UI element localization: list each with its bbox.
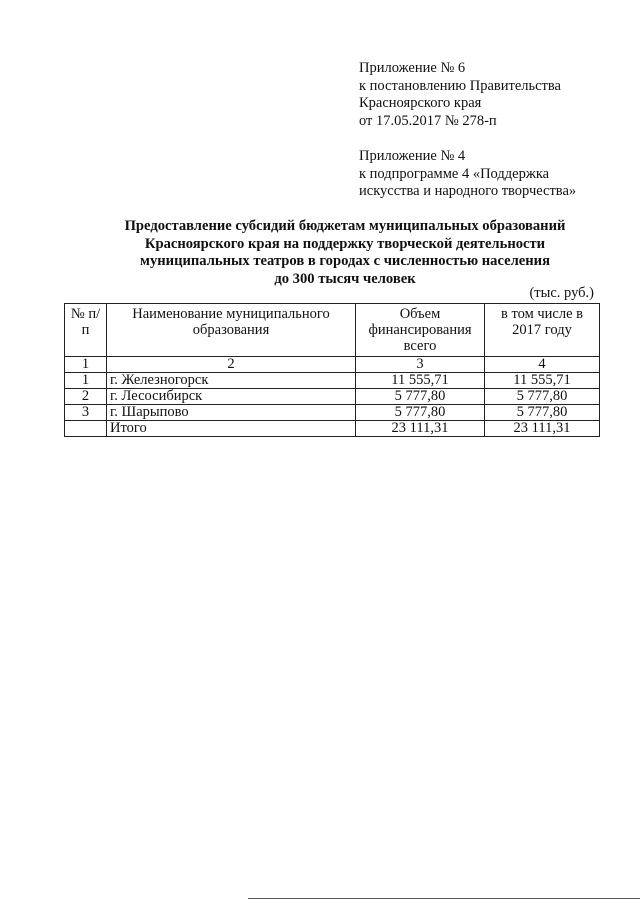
heading-line: Предоставление субсидий бюджетам муниципальных образований: [124, 218, 566, 234]
row-name: г. Железногорск: [107, 373, 356, 389]
row-num: 1: [65, 373, 107, 389]
row-name: г. Шарыпово: [107, 405, 356, 421]
row-num: 2: [65, 389, 107, 405]
header-2017: в том числе в 2017 году: [485, 304, 600, 357]
row-total: 5 777,80: [356, 405, 485, 421]
annex-line: от 17.05.2017 № 278-п: [359, 112, 497, 129]
row-total: 11 555,71: [356, 373, 485, 389]
table-row: [65, 373, 600, 389]
heading-line: муниципальных театров в городах с численностью населения: [140, 253, 550, 269]
heading-line: до 300 тысяч человек: [274, 270, 416, 287]
row-2017: 11 555,71: [485, 373, 600, 389]
row-num: 3: [65, 405, 107, 421]
total-row: [65, 421, 600, 437]
total-2017: 23 111,31: [485, 421, 600, 437]
column-number-row: [65, 357, 600, 373]
scan-edge-line: [248, 898, 640, 899]
row-2017: 5 777,80: [485, 389, 600, 405]
row-2017: 5 777,80: [485, 405, 600, 421]
column-number: 1: [65, 357, 107, 373]
annex-line: Приложение № 4: [359, 148, 466, 164]
header-num: № п/п: [65, 304, 107, 357]
annex-block-4: [359, 148, 619, 201]
subsidy-table: [64, 303, 600, 437]
table-header-row: [65, 304, 600, 357]
column-number: 3: [356, 357, 485, 373]
annex-block-6: [359, 60, 619, 130]
annex-line: Красноярского края: [359, 95, 482, 111]
total-sum: 23 111,31: [356, 421, 485, 437]
column-number: 4: [485, 357, 600, 373]
total-label: Итого: [107, 421, 356, 437]
header-name: Наименование муниципального образования: [107, 304, 356, 357]
annex-line: искусства и народного творчества»: [359, 183, 577, 199]
annex-line: к подпрограмме 4 «Поддержка: [359, 165, 550, 182]
heading-line: Красноярского края на поддержку творческой деятельности: [144, 235, 546, 252]
row-total: 5 777,80: [356, 389, 485, 405]
column-number: 2: [107, 357, 356, 373]
document-heading: [80, 218, 610, 288]
header-total: Объем финансирования всего: [356, 304, 485, 357]
annex-line: к постановлению Правительства: [359, 77, 561, 94]
row-name: г. Лесосибирск: [107, 389, 356, 405]
units-label: (тыс. руб.): [529, 285, 594, 301]
table-row: [65, 405, 600, 421]
total-num: [65, 421, 107, 437]
annex-line: Приложение № 6: [359, 60, 466, 76]
table-row: [65, 389, 600, 405]
